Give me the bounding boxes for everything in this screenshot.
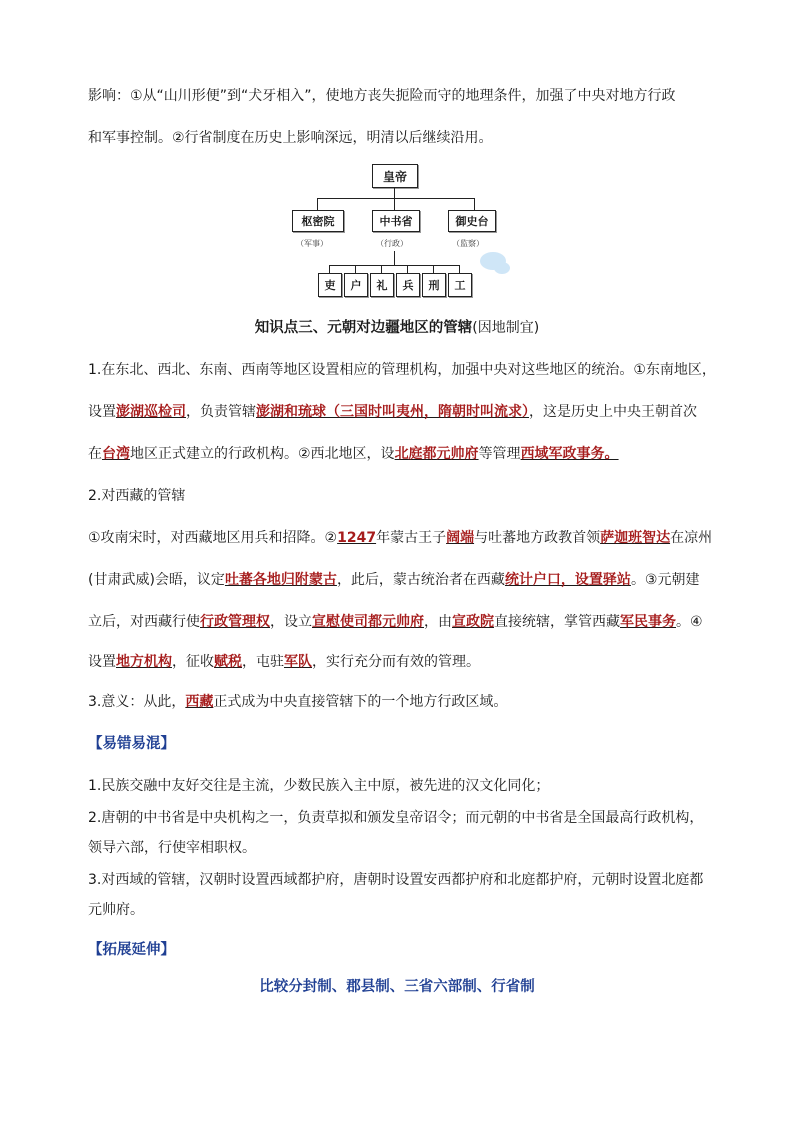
chart-censorate-box: 御史台 xyxy=(448,210,496,232)
p1-line-2 xyxy=(88,402,714,422)
chart-ministry-war-box: 兵 xyxy=(396,273,420,297)
text: 立后，对西藏行使 xyxy=(88,614,200,630)
chart-ministry-personnel-box: 吏 xyxy=(318,273,342,297)
chart-secretariat-note: （行政） xyxy=(376,239,408,248)
chart-ministry-revenue-box: 户 xyxy=(344,273,368,297)
p2-title: 2.对西藏的管辖 xyxy=(88,488,186,504)
text: 在凉州 xyxy=(670,530,713,546)
text: 在 xyxy=(88,446,102,462)
text: (甘肃武威)会晤，议定 xyxy=(88,572,225,588)
text: ，由 xyxy=(424,614,452,630)
keyword: 阔端 xyxy=(446,530,475,546)
keyword: 澎湖和琉球（三国时叫夷州，隋朝时叫流求） xyxy=(256,404,529,420)
mistake-item-2-line-2: 领导六部，行使宰相职权。 xyxy=(88,840,256,856)
chart-privy-council-box: 枢密院 xyxy=(292,210,344,232)
text: 年蒙古王子 xyxy=(376,530,447,546)
keyword: 赋税 xyxy=(214,654,242,670)
chart-ministry-rites-box: 礼 xyxy=(370,273,394,297)
text: 与吐蕃地方政教首领 xyxy=(474,530,601,546)
text: ，征收 xyxy=(172,654,214,670)
extension-section-tag: 【拓展延伸】 xyxy=(88,942,175,958)
mistakes-section-tag: 【易错易混】 xyxy=(88,736,175,752)
chart-ministry-works-box: 工 xyxy=(448,273,472,297)
keyword: 军民事务 xyxy=(620,614,676,630)
knowledge-point-3-title xyxy=(0,318,794,338)
p3-line xyxy=(88,692,714,712)
text: 正式成为中央直接管辖下的一个地方行政区域。 xyxy=(213,694,508,710)
chart-censorate-note: （监察） xyxy=(452,239,484,248)
influence-line-1: 影响：①从“山川形便”到“犬牙相入”，使地方丧失扼险而守的地理条件，加强了中央对地方行政 xyxy=(88,88,676,104)
text: ，实行充分而有效的管理。 xyxy=(312,654,480,670)
text: 。④ xyxy=(676,614,703,630)
text: ①攻南宋时，对西藏地区用兵和招降。② xyxy=(88,530,338,546)
p2-line-3 xyxy=(88,612,714,632)
text: 3.意义：从此， xyxy=(88,694,186,710)
chart-secretariat-box: 中书省 xyxy=(372,210,420,232)
keyword: 宣慰使司都元帅府 xyxy=(312,614,424,630)
extension-title: 比较分封制、郡县制、三省六部制、行省制 xyxy=(259,979,535,995)
p2-line-1 xyxy=(88,528,714,548)
keyword: 军队 xyxy=(284,654,312,670)
p2-line-2 xyxy=(88,570,714,590)
keyword: 台湾 xyxy=(102,446,130,462)
yuan-central-org-chart xyxy=(280,158,512,304)
p2-line-4 xyxy=(88,652,714,672)
p1-line-1: 1.在东北、西北、东南、西南等地区设置相应的管理机构，加强中央对这些地区的统治。①东南地区， xyxy=(88,362,716,378)
p1-line-3 xyxy=(88,444,714,464)
text: ，这是历史上中央王朝首次 xyxy=(529,404,697,420)
text: 设置 xyxy=(88,654,116,670)
text: ，屯驻 xyxy=(242,654,284,670)
keyword: 1247 xyxy=(337,530,377,546)
mistake-item-1: 1.民族交融中友好交往是主流，少数民族入主中原，被先进的汉文化同化； xyxy=(88,778,550,794)
mistake-item-2-line-1: 2.唐朝的中书省是中央机构之一，负责草拟和颁发皇帝诏令；而元朝的中书省是全国最高行政机构， xyxy=(88,810,704,826)
keyword: 萨迦班智达 xyxy=(600,530,671,546)
keyword: 澎湖巡检司 xyxy=(116,404,186,420)
keyword: 统计户口，设置驿站 xyxy=(504,572,631,588)
keyword: 地方机构 xyxy=(116,654,172,670)
chart-emperor-box: 皇帝 xyxy=(372,164,418,188)
text: 设置 xyxy=(88,404,116,420)
keyword: 吐蕃各地归附蒙古 xyxy=(224,572,337,588)
text: 地区正式建立的行政机构。②西北地区，设 xyxy=(130,446,395,462)
text: 等管理 xyxy=(478,446,521,462)
chart-privy-council-note: （军事） xyxy=(296,239,328,248)
mistake-item-3-line-2: 元帅府。 xyxy=(88,902,144,918)
keyword: 行政管理权 xyxy=(200,614,270,630)
text: ，负责管辖 xyxy=(186,404,256,420)
text: ，此后，蒙古统治者在西藏 xyxy=(336,572,505,588)
mistake-item-3-line-1: 3.对西域的管辖，汉朝时设置西域都护府，唐朝时设置安西都护府和北庭都护府，元朝时设置北庭都 xyxy=(88,872,704,888)
text: 直接统辖，掌管西藏 xyxy=(494,614,620,630)
knowledge-point-3-title-main: 知识点三、元朝对边疆地区的管辖 xyxy=(254,320,473,336)
text: 。③元朝建 xyxy=(630,572,700,588)
influence-line-2: 和军事控制。②行省制度在历史上影响深远，明清以后继续沿用。 xyxy=(88,130,493,146)
keyword: 北庭都元帅府 xyxy=(394,446,479,462)
keyword: 宣政院 xyxy=(452,614,494,630)
chart-ministry-justice-box: 刑 xyxy=(422,273,446,297)
text: ，设立 xyxy=(270,614,312,630)
keyword: 西藏 xyxy=(185,694,214,710)
knowledge-point-3-title-note: (因地制宜) xyxy=(472,320,540,336)
decorative-cloud-icon xyxy=(494,262,510,274)
keyword: 西域军政事务。 xyxy=(520,446,619,462)
